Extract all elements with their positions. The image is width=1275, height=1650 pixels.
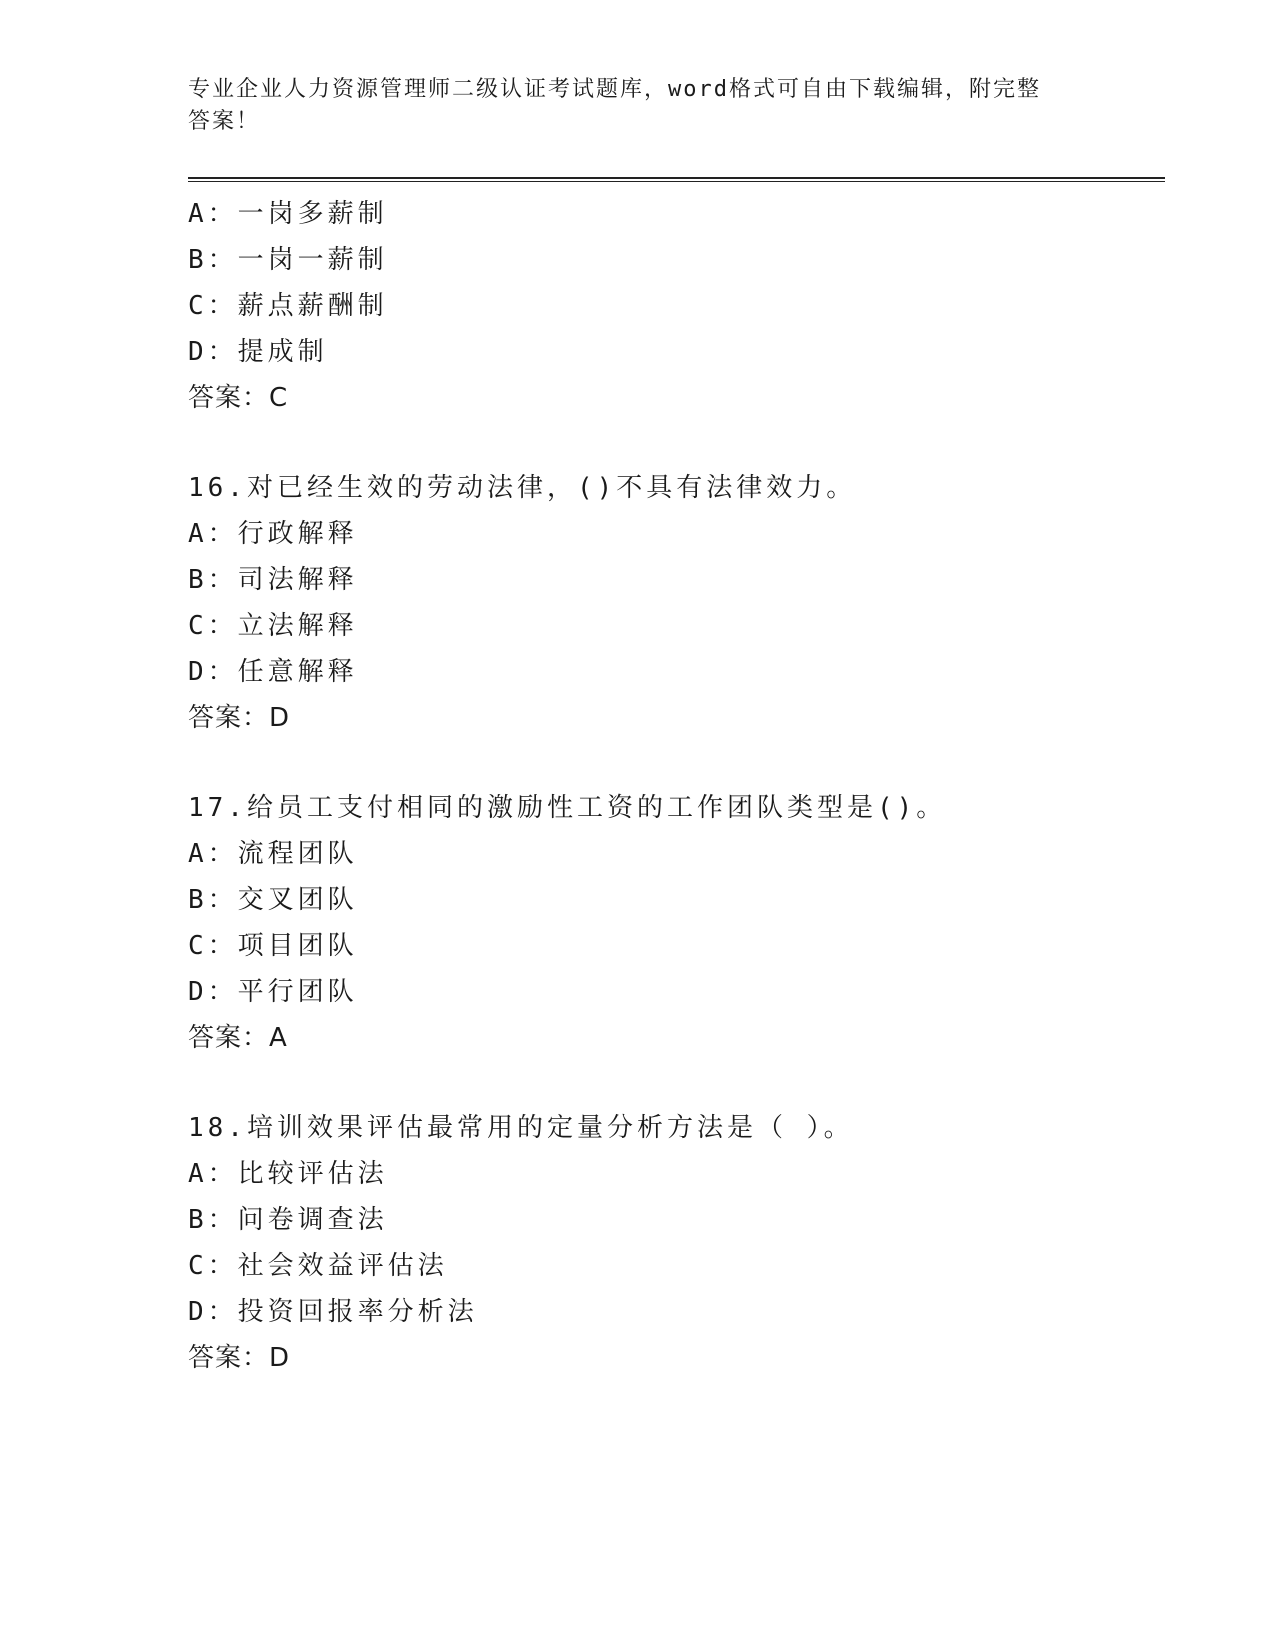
spacer: [188, 421, 1165, 465]
option-b: B：问卷调查法: [188, 1205, 388, 1235]
option-a: A：比较评估法: [188, 1159, 388, 1189]
document-header: [188, 74, 1088, 138]
header-divider: [188, 177, 1165, 182]
option-b: B：交叉团队: [188, 885, 358, 915]
option-a: A：流程团队: [188, 839, 358, 869]
option-c: C：立法解释: [188, 611, 358, 641]
option-d: D：提成制: [188, 337, 328, 367]
spacer: [188, 1061, 1165, 1105]
answer: 答案：D: [188, 703, 291, 733]
question-17: [188, 785, 1165, 1061]
option-b: B：司法解释: [188, 565, 358, 595]
question-text: 18.培训效果评估最常用的定量分析方法是（ ）。: [188, 1113, 854, 1143]
answer: 答案：C: [188, 383, 289, 413]
option-c: C：社会效益评估法: [188, 1251, 448, 1281]
header-line-2: 答案！: [188, 109, 261, 134]
question-text: 16.对已经生效的劳动法律，()不具有法律效力。: [188, 473, 857, 503]
answer: 答案：D: [188, 1343, 291, 1373]
option-c: C：薪点薪酬制: [188, 291, 388, 321]
header-line-1: 专业企业人力资源管理师二级认证考试题库，word格式可自由下载编辑，附完整: [188, 77, 1041, 102]
option-d: D：投资回报率分析法: [188, 1297, 478, 1327]
option-c: C：项目团队: [188, 931, 358, 961]
question-15: [188, 191, 1165, 421]
spacer: [188, 741, 1165, 785]
option-a: A：行政解释: [188, 519, 358, 549]
option-d: D：平行团队: [188, 977, 358, 1007]
question-list: [188, 191, 1165, 1381]
option-a: A：一岗多薪制: [188, 199, 388, 229]
option-b: B：一岗一薪制: [188, 245, 388, 275]
question-16: [188, 465, 1165, 741]
question-18: [188, 1105, 1165, 1381]
question-text: 17.给员工支付相同的激励性工资的工作团队类型是()。: [188, 793, 947, 823]
option-d: D：任意解释: [188, 657, 358, 687]
answer: 答案：A: [188, 1023, 288, 1053]
